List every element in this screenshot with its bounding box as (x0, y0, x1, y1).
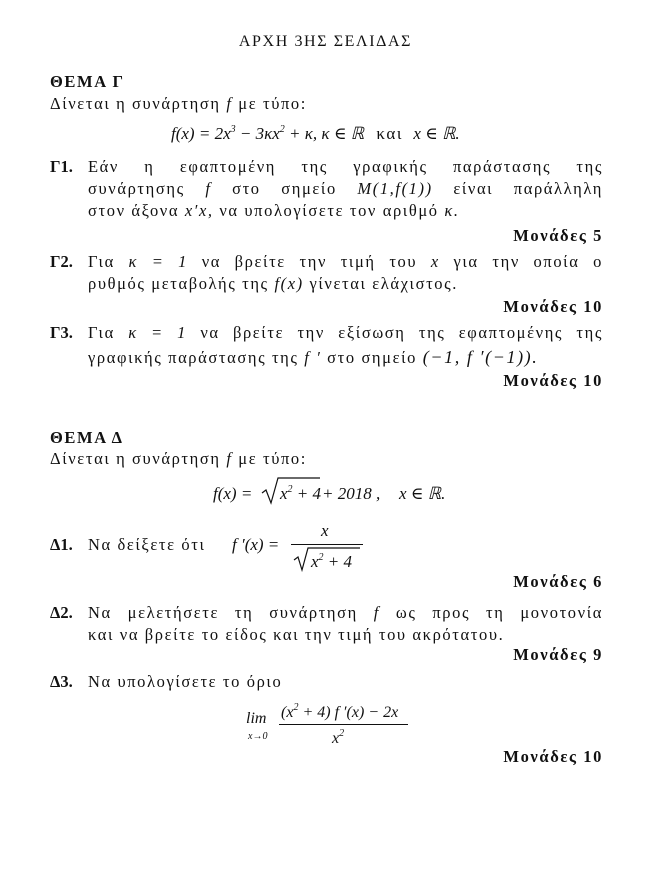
g2-line1-a: Για (88, 252, 115, 271)
g3-line2 (88, 347, 538, 368)
g1-line3-c: να υπολογίσετε τον αριθμό (219, 201, 439, 220)
g2-line1 (88, 252, 603, 272)
d3-marks: Μονάδες 10 (503, 747, 603, 766)
intro-f-d: f (226, 449, 233, 468)
theme-g-title: ΘΕΜΑ Γ (50, 72, 125, 91)
formula-d-domain: x ∈ ℝ. (399, 484, 446, 503)
g3-marks: Μονάδες 10 (503, 371, 603, 390)
d3-lim-sub: x→0 (248, 731, 268, 742)
g3-kappa-eq: κ = 1 (128, 323, 187, 342)
d3-numerator (281, 702, 398, 722)
g1-axis: x′x, (184, 201, 214, 220)
formula-g-exp2: 2 (279, 124, 285, 135)
g1-line2-c: στο σημείο (232, 179, 337, 198)
g3-point: (−1, f ′(−1)). (422, 347, 539, 367)
theme-g-intro (50, 94, 307, 114)
formula-d-tail: + 2018 , (322, 484, 381, 503)
g2-line2-a: ρυθμός μεταβολής της (88, 274, 269, 293)
formula-g-tail: + κ, κ ∈ ℝ (284, 124, 365, 143)
d1-denominator (311, 552, 352, 572)
formula-d-rad-tail: + 4 (292, 484, 322, 503)
g1-line3 (88, 201, 460, 221)
g2-label: Γ2. (50, 252, 73, 271)
d3-num-exp: 2 (293, 702, 299, 713)
formula-d-rad-exp: 2 (287, 484, 293, 495)
formula-g-domain: x ∈ ℝ. (413, 124, 460, 143)
d2-f: f (373, 603, 380, 622)
g2-marks: Μονάδες 10 (503, 297, 603, 316)
g1-marks: Μονάδες 5 (513, 226, 603, 245)
formula-d-rad-x: x (280, 484, 288, 503)
d1-marks: Μονάδες 6 (513, 572, 603, 591)
g2-line2 (88, 274, 458, 294)
d2-line2: και να βρείτε το είδος και την τιμή του ακρότατου. (88, 625, 505, 644)
g3-line1-c: να βρείτε την εξίσωση της εφαπτομένης της (200, 323, 603, 342)
d3-label: Δ3. (50, 672, 73, 691)
d3-lim: lim (246, 710, 267, 727)
g1-kappa: κ. (444, 201, 460, 220)
d3-fraction-bar (279, 724, 408, 725)
formula-g-mid: − 3κx (235, 124, 280, 143)
g3-line2-a: γραφικής παράστασης της (88, 348, 299, 367)
d2-marks: Μονάδες 9 (513, 645, 603, 664)
d3-num-a: (x (281, 704, 294, 721)
d1-den-tail: + 4 (323, 552, 353, 571)
theme-d-intro (50, 449, 307, 469)
d3-text: Να υπολογίσετε το όριο (88, 672, 283, 691)
g3-line1-a: Για (88, 323, 115, 342)
g1-line2-f: f (205, 179, 212, 198)
d1-numerator: x (321, 521, 329, 540)
g3-line1 (88, 323, 603, 343)
theme-g-formula (171, 124, 460, 144)
d1-den-x: x (311, 552, 319, 571)
formula-g-and: και (376, 124, 404, 143)
g1-line1: Εάν η εφαπτομένη της γραφικής παράστασης της (88, 157, 603, 176)
g3-line2-c: στο σημείο (327, 348, 418, 367)
formula-d-radicand (280, 484, 321, 504)
g2-fx: f(x) (274, 274, 304, 293)
page-header: ΑΡΧΗ 3ΗΣ ΣΕΛΙΔΑΣ (238, 33, 413, 50)
formula-g-exp1: 3 (230, 124, 236, 135)
d3-den-exp: 2 (339, 728, 345, 739)
g2-line2-c: γίνεται ελάχιστος. (309, 274, 459, 293)
intro-text: Δίνεται η συνάρτηση (50, 94, 221, 113)
theme-d-title: ΘΕΜΑ Δ (50, 428, 124, 447)
g3-fprime: f ′ (304, 348, 322, 367)
d1-label: Δ1. (50, 535, 73, 554)
d1-lhs: f ′(x) = (232, 535, 280, 554)
d2-label: Δ2. (50, 603, 73, 622)
formula-d-lhs: f(x) = (213, 484, 253, 503)
intro-tail-d: με τύπο: (238, 449, 307, 468)
formula-g-lhs: f(x) = 2x (171, 124, 231, 143)
d2-line1-a: Να μελετήσετε τη συνάρτηση (88, 603, 358, 622)
g1-line2-a: συνάρτησης (88, 179, 185, 198)
g2-kappa-eq: κ = 1 (128, 252, 188, 271)
d1-den-exp: 2 (318, 552, 324, 563)
intro-text-d: Δίνεται η συνάρτηση (50, 449, 221, 468)
g1-point-m: M(1,f(1)) (357, 179, 433, 198)
d3-den-x: x (332, 730, 340, 747)
g2-x: x (430, 252, 440, 271)
g1-label: Γ1. (50, 157, 73, 176)
d3-num-b: + 4) f ′(x) − 2x (298, 704, 399, 721)
d3-denominator (332, 728, 344, 748)
g1-line3-a: στον άξονα (88, 201, 180, 220)
g1-line2-e: είναι παράλληλη (453, 179, 604, 198)
d2-line1-c: ως προς τη μονοτονία (395, 603, 603, 622)
g2-line1-c: να βρείτε την τιμή του (201, 252, 418, 271)
intro-tail: με τύπο: (238, 94, 307, 113)
d2-line1 (88, 603, 603, 623)
g2-line1-e: για την οποία ο (453, 252, 603, 271)
intro-f: f (226, 94, 233, 113)
g1-line2 (88, 179, 603, 199)
d1-fraction-bar (291, 544, 363, 545)
g3-label: Γ3. (50, 323, 73, 342)
d1-text: Να δείξετε ότι (88, 535, 206, 554)
